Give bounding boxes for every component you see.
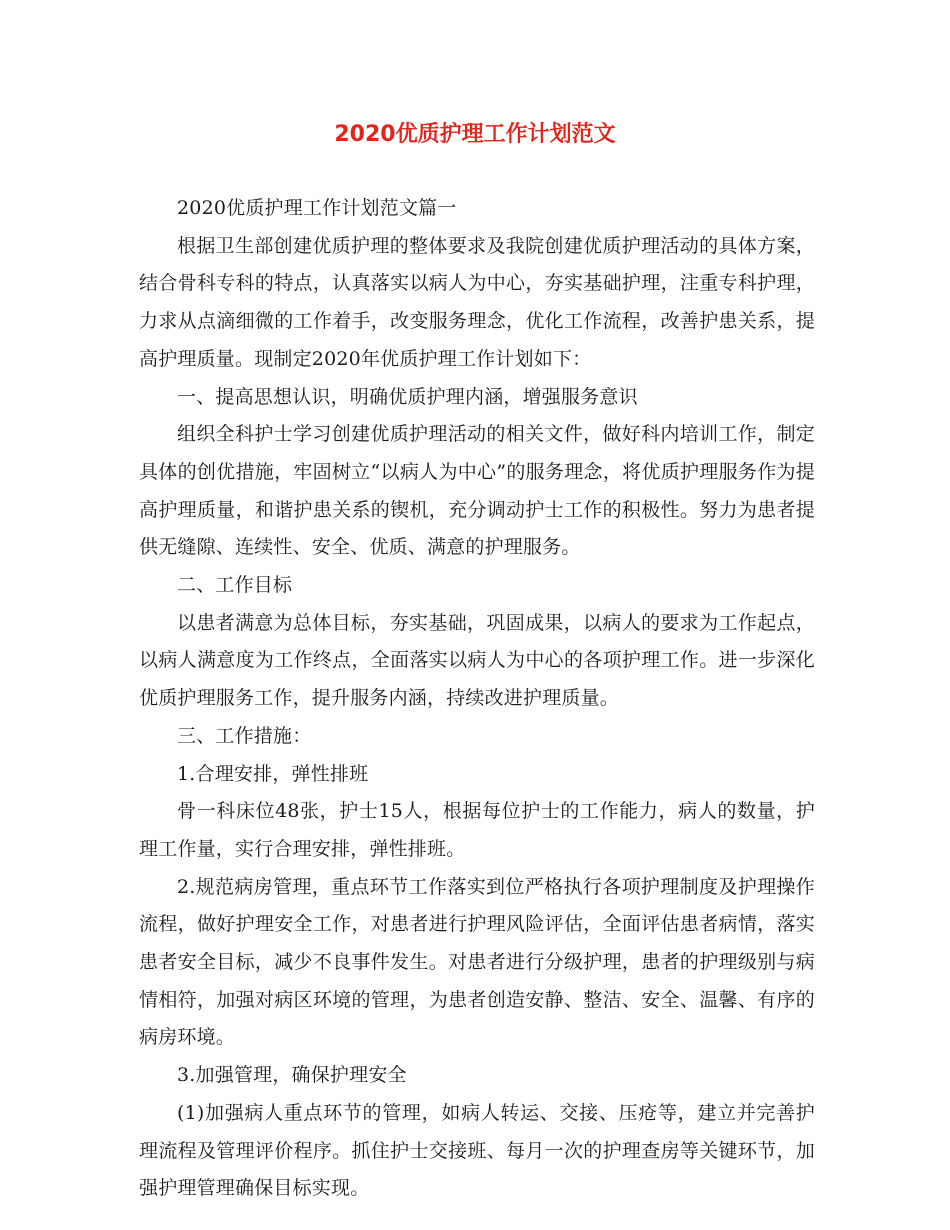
section-heading-1: 一、提高思想认识，明确优质护理内涵，增强服务意识 <box>177 385 638 408</box>
document-title: 2020优质护理工作计划范文 <box>334 122 616 147</box>
section-heading-2: 二、工作目标 <box>177 574 293 597</box>
paragraph-subtitle: 2020优质护理工作计划范文篇一 <box>177 197 457 219</box>
subheading-3: 3.加强管理，确保护理安全 <box>177 1064 407 1087</box>
paragraph-section-1: 组织全科护士学习创建优质护理活动的相关文件，做好科内培训工作，制定具体的创优措施，牢固树立“以病人为中心”的服务理念，将优质护理服务作为提高护理质量，和谐护患关系的锲机，充分调动护士工作的积极性。努力为患者提供无缝隙、连续性、安全、优质、满意的护理服务。 <box>139 423 815 559</box>
subheading-1: 1.合理安排，弹性排班 <box>177 762 369 785</box>
paragraph-intro: 根据卫生部创建优质护理的整体要求及我院创建优质护理活动的具体方案，结合骨科专科的特点，认真落实以病人为中心，夯实基础护理，注重专科护理，力求从点滴细微的工作着手，改变服务理念，优化工作流程，改善护患关系，提高护理质量。现制定2020年优质护理工作计划如下： <box>139 234 815 370</box>
paragraph-subsection-1: 骨一科床位48张，护士15人，根据每位护士的工作能力，病人的数量，护理工作量，实行合理安排，弹性排班。 <box>139 800 815 860</box>
section-heading-3: 三、工作措施： <box>177 724 312 747</box>
paragraph-section-2: 以患者满意为总体目标，夯实基础，巩固成果，以病人的要求为工作起点，以病人满意度为工作终点，全面落实以病人为中心的各项护理工作。进一步深化优质护理服务工作，提升服务内涵，持续改进护理质量。 <box>139 611 815 710</box>
paragraph-subsection-3-1: (1)加强病人重点环节的管理，如病人转运、交接、压疮等，建立并完善护理流程及管理评价程序。抓住护士交接班、每月一次的护理查房等关键环节，加强护理管理确保目标实现。 <box>139 1101 815 1200</box>
paragraph-subsection-2: 2.规范病房管理，重点环节工作落实到位严格执行各项护理制度及护理操作流程，做好护理安全工作，对患者进行护理风险评估，全面评估患者病情，落实患者安全目标，减少不良事件发生。对患者进行分级护理，患者的护理级别与病情相符，加强对病区环境的管理，为患者创造安静、整洁、安全、温馨、有序的病房环境。 <box>139 875 815 1049</box>
document-body <box>139 190 815 1208</box>
